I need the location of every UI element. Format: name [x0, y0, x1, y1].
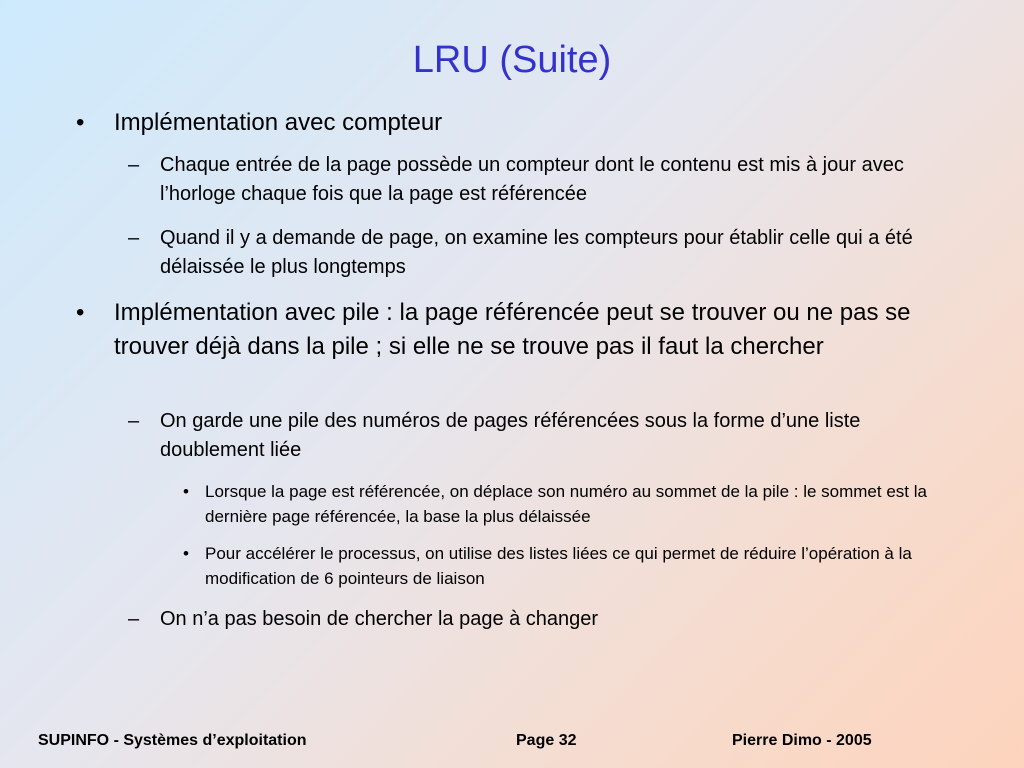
- dash-marker: –: [128, 608, 140, 630]
- bullet-level2-counter-entry: [128, 151, 950, 209]
- footer-author: Pierre Dimo - 2005: [732, 732, 872, 749]
- footer-course: SUPINFO - Systèmes d’exploitation: [38, 732, 307, 749]
- bullet-text: Chaque entrée de la page possède un compteur dont le contenu est mis à jour avec l’horloge chaque fois que la page est référencée: [160, 154, 904, 205]
- bullet-marker: •: [76, 299, 85, 326]
- footer-page-number: Page 32: [516, 732, 577, 749]
- bullet-text: Pour accélérer le processus, on utilise des listes liées ce qui permet de réduire l’opération à la modification de 6 pointeurs de liaison: [205, 544, 912, 588]
- bullet-level2-no-search: [128, 605, 950, 634]
- bullet-text: Quand il y a demande de page, on examine les compteurs pour établir celle qui a été délaissée le plus longtemps: [160, 227, 913, 278]
- bullet-text: Lorsque la page est référencée, on déplace son numéro au sommet de la pile : le sommet est la dernière page référencée, la base la plus délaissée: [205, 482, 927, 526]
- bullet-text: Implémentation avec pile : la page référencée peut se trouver ou ne pas se trouver déjà dans la pile ; si elle ne se trouve pas il faut la chercher: [114, 299, 911, 360]
- bullet-text: On n’a pas besoin de chercher la page à changer: [160, 608, 599, 630]
- bullet-level1-stack: [76, 296, 976, 364]
- bullet-text: On garde une pile des numéros de pages référencées sous la forme d’une liste doublement liée: [160, 410, 861, 461]
- slide-title: LRU (Suite): [412, 39, 612, 81]
- bullet-marker: •: [76, 109, 85, 136]
- bullet-level1-counter: [76, 106, 974, 140]
- bullet-level3-linked-lists: [183, 541, 945, 591]
- bullet-level3-move-to-top: [183, 479, 965, 529]
- bullet-level2-page-demand: [128, 224, 970, 282]
- bullet-text: Implémentation avec compteur: [114, 109, 443, 136]
- dash-marker: –: [128, 154, 140, 176]
- bullet-marker: •: [183, 482, 189, 501]
- bullet-marker: •: [183, 544, 189, 563]
- dash-marker: –: [128, 227, 140, 249]
- bullet-level2-stack-list: [128, 407, 950, 465]
- dash-marker: –: [128, 410, 140, 432]
